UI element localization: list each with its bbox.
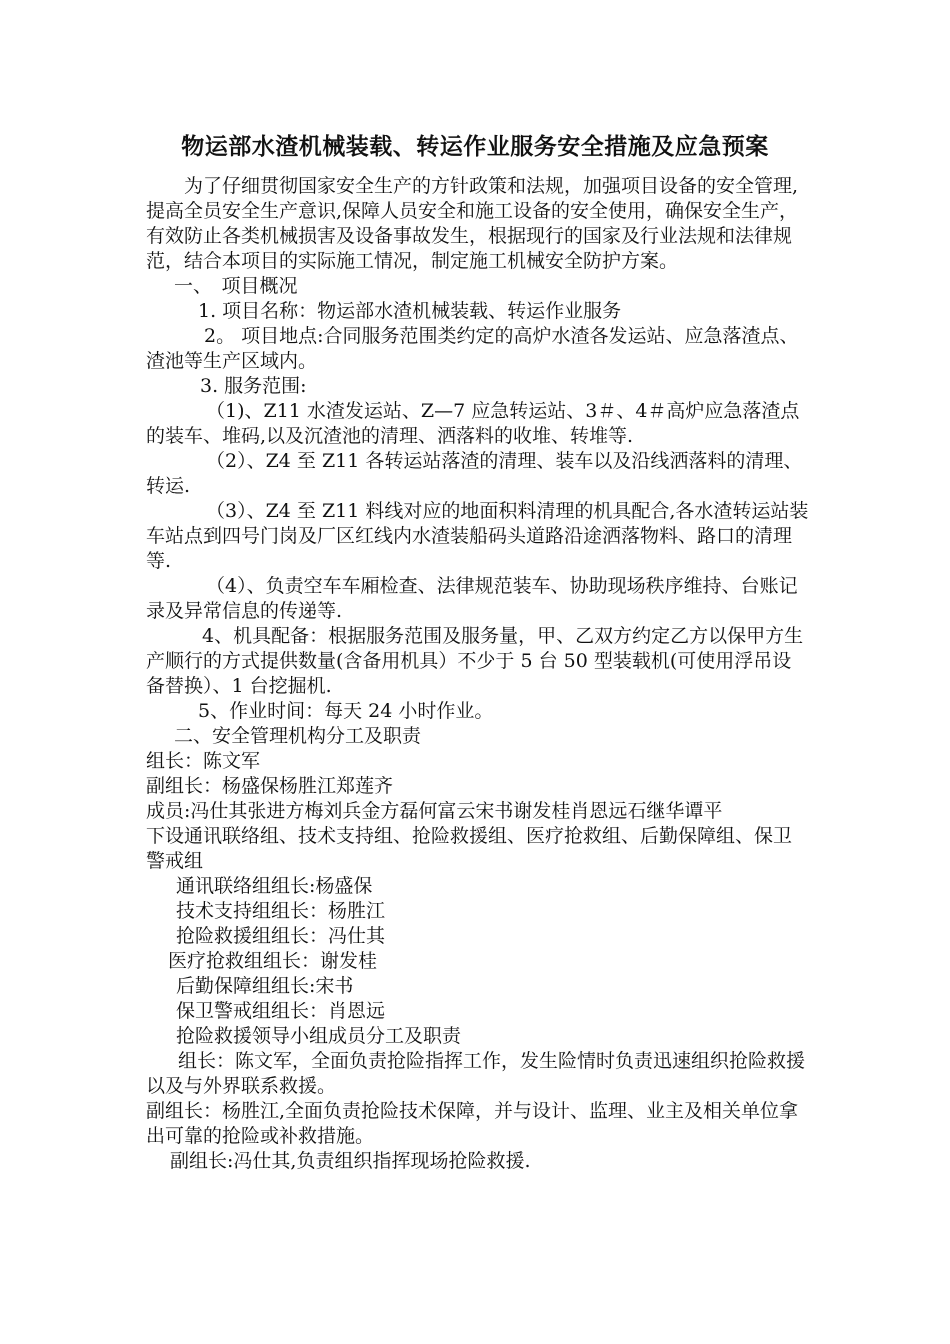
project-location: 2。 项目地点:合同服务范围类约定的高炉水渣各发运站、应急落渣点、渣池等生产区域内。 <box>146 325 799 372</box>
document-title: 物运部水渣机械装载、转运作业服务安全措施及应急预案 <box>181 134 769 160</box>
deputy-duty: 副组长:冯仕其,负责组织指挥现场抢险救援. <box>170 1150 531 1172</box>
scope-item-3: （3）、Z4 至 Z11 料线对应的地面积料清理的机具配合,各水渣转运站装车站点到四号门岗及厂区红线内水渣装船码头道路沿途洒落物料、路口的清理等. <box>146 500 809 572</box>
service-scope-heading: 3. 服务范围: <box>200 375 307 397</box>
group-leader-line: 技术支持组组长：杨胜江 <box>176 900 386 922</box>
leader-duty: 组长：陈文军，全面负责抢险指挥工作，发生险情时负责迅速组织抢险救援以及与外界联系救援。 <box>146 1050 806 1097</box>
members-line: 成员:冯仕其张进方梅刘兵金方磊何富云宋书谢发桂肖恩远石继华谭平 <box>146 800 723 822</box>
group-leader-line: 保卫警戒组组长：肖恩远 <box>176 1000 386 1022</box>
work-time: 5、作业时间：每天 24 小时作业。 <box>198 700 494 722</box>
group-leader-line: 通讯联络组组长:杨盛保 <box>176 875 373 897</box>
group-leader-line: 后勤保障组组长:宋书 <box>176 975 354 997</box>
scope-item-2: （2）、Z4 至 Z11 各转运站落渣的清理、装车以及沿线洒落料的清理、转运. <box>146 450 803 497</box>
deputy-leader-line: 副组长：杨盛保杨胜江郑莲齐 <box>146 775 394 797</box>
scope-item-1: （1)、Z11 水渣发运站、Z—7 应急转运站、3＃、4＃高炉应急落渣点的装车、堆码,以及沉渣池的清理、洒落料的收堆、转堆等. <box>146 400 800 447</box>
deputy-duty: 副组长：杨胜江,全面负责抢险技术保障，并与设计、监理、业主及相关单位拿出可靠的抢险或补救措施。 <box>146 1100 799 1147</box>
equipment-paragraph: 4、机具配备：根据服务范围及服务量，甲、乙双方约定乙方以保甲方生产顺行的方式提供数量(含备用机具）不少于 5 台 50 型装载机(可使用浮吊设备替换）、1 台挖掘机. <box>146 625 804 697</box>
intro-paragraph: 为了仔细贯彻国家安全生产的方针政策和法规，加强项目设备的安全管理,提高全员安全生产意识,保障人员安全和施工设备的安全使用，确保安全生产，有效防止各类机械损害及设备事故发生，根据现行的国家及行业法规和法律规范，结合本项目的实际施工情况，制定施工机械安全防护方案。 <box>146 175 799 272</box>
group-leader-line: 抢险救援组组长：冯仕其 <box>176 925 386 947</box>
group-leader-line: 医疗抢救组组长：谢发桂 <box>168 950 378 972</box>
project-name: 1. 项目名称：物运部水渣机械装载、转运作业服务 <box>198 300 622 322</box>
leader-line: 组长：陈文军 <box>146 750 261 772</box>
document-body <box>146 174 810 1174</box>
scope-item-4: （4）、负责空车车厢检查、法律规范装车、协助现场秩序维持、台账记录及异常信息的传递等. <box>146 575 798 622</box>
subsection-heading: 抢险救援领导小组成员分工及职责 <box>176 1025 462 1047</box>
groups-line: 下设通讯联络组、技术支持组、抢险救援组、医疗抢救组、后勤保障组、保卫警戒组 <box>146 825 793 872</box>
section-heading: 一、 项目概况 <box>174 275 298 297</box>
section-heading: 二、安全管理机构分工及职责 <box>174 725 422 747</box>
